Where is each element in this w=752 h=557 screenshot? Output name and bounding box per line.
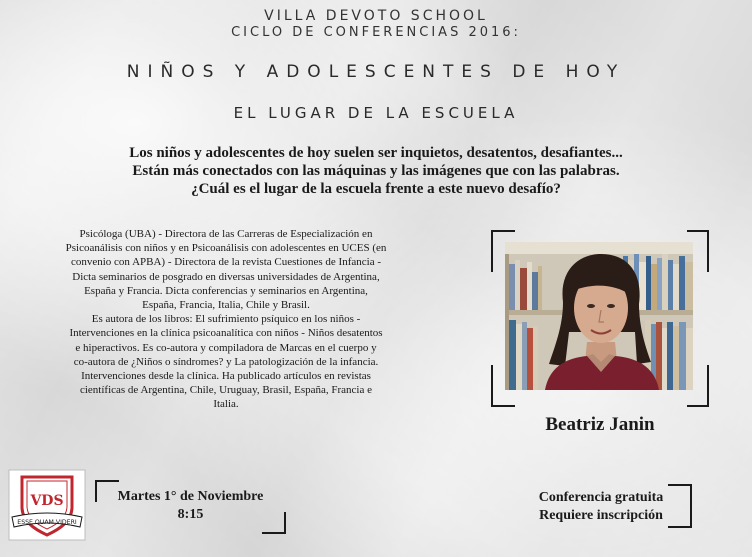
- school-name: VILLA DEVOTO SCHOOL: [264, 8, 488, 24]
- speaker-bio: [22, 227, 430, 412]
- bio-line: científicas de Argentina, Chile, Uruguay, Brasil, España, Francia e: [79, 384, 373, 397]
- bio-line: Psicoanálisis con niños y en Psicoanálisis con adolescentes en UCES (en: [65, 242, 387, 255]
- bio-line: Intervenciones en la clínica psicoanalítica con niños - Niños desatentos: [69, 327, 383, 340]
- free-conference-label: Conferencia gratuita: [538, 490, 664, 505]
- bio-line: convenio con APBA) - Directora de la revista Cuestiones de Infancia -: [70, 256, 382, 269]
- bio-line: Es autora de los libros: El sufrimiento psíquico en los niños -: [91, 313, 361, 326]
- bio-line: co-autora de ¿Niños o síndromes? y La patologización de la infancia.: [73, 355, 379, 368]
- conference-subtitle: EL LUGAR DE LA ESCUELA: [233, 104, 519, 122]
- crest-motto: ESSE QUAM VIDERI: [17, 519, 77, 526]
- crest-monogram: VDS: [30, 493, 64, 509]
- intro-line: ¿Cuál es el lugar de la escuela frente a este nuevo desafío?: [191, 181, 561, 197]
- bio-line: Intervenciones desde la clínica. Ha publicado artículos en revistas: [81, 370, 371, 383]
- bio-line: e hiperactivos. Es co-autora y compiladora de Marcas en el cuerpo y: [75, 341, 377, 354]
- school-crest: [8, 469, 86, 541]
- conference-cycle: CICLO DE CONFERENCIAS 2016:: [231, 25, 521, 40]
- intro-paragraph: [90, 144, 662, 198]
- speaker-photo: [505, 242, 693, 390]
- bio-line: Italia.: [213, 398, 239, 411]
- bio-line: España y Francia. Dicta conferencias y seminarios en Argentina,: [84, 284, 368, 297]
- registration-required-label: Requiere inscripción: [539, 508, 663, 523]
- event-time: 8:15: [177, 507, 204, 522]
- intro-line: Los niños y adolescentes de hoy suelen ser inquietos, desatentos, desafiantes...: [129, 145, 623, 161]
- bio-line: España, Francia, Italia, Chile y Brasil.: [142, 299, 310, 312]
- event-date: Martes 1° de Noviembre: [117, 489, 264, 504]
- bio-line: Psicóloga (UBA) - Directora de las Carreras de Especialización en: [79, 228, 373, 240]
- intro-line: Están más conectados con las máquinas y las imágenes que con las palabras.: [132, 163, 620, 179]
- speaker-name: Beatriz Janin: [545, 414, 655, 435]
- conference-title: NIÑOS Y ADOLESCENTES DE HOY: [126, 62, 626, 82]
- bio-line: Dicta seminarios de posgrado en diversas universidades de Argentina,: [72, 270, 380, 283]
